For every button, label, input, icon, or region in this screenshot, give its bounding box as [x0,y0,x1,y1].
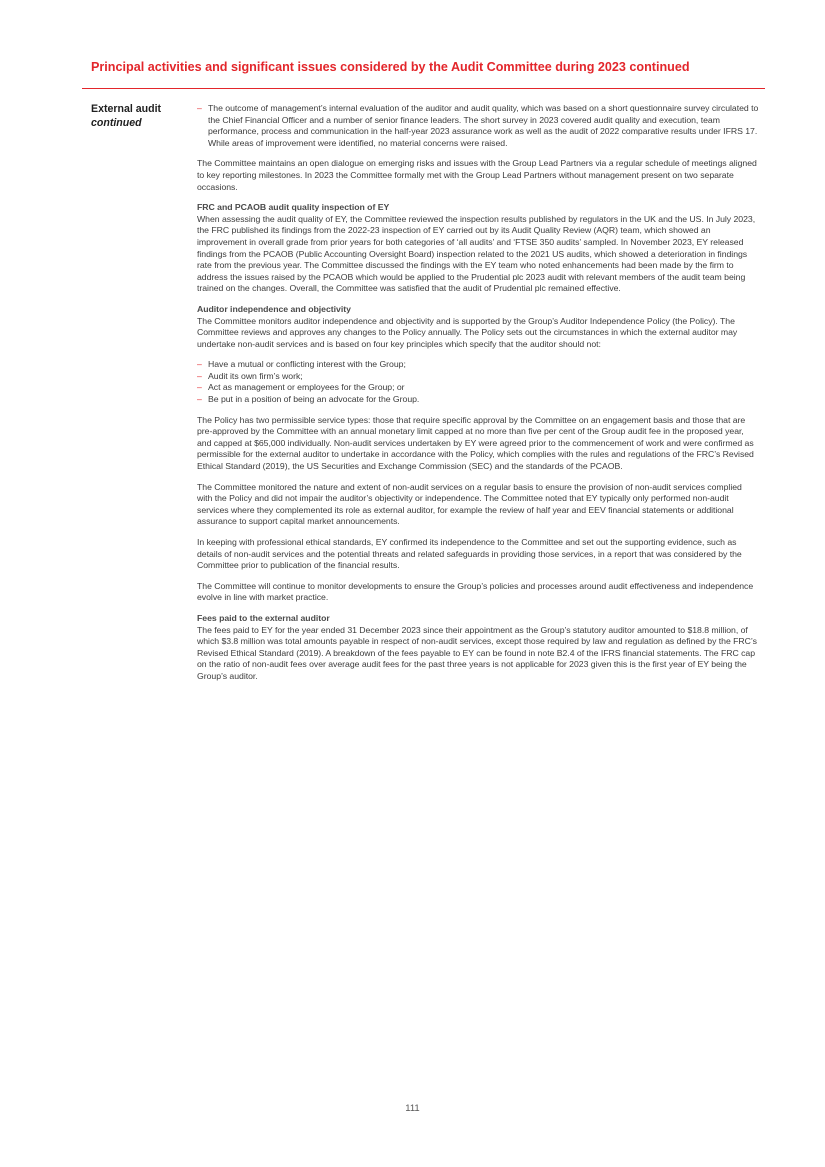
section-label [91,103,183,130]
intro-item-text: The outcome of management’s internal evaluation of the auditor and audit quality, which was based on a short questionnaire survey circulated to the Chief Financial Officer and a number of senior finance leaders. The short survey in 2023 covered audit quality and execution, team performance, process and communication in the half-year 2023 assurance work as well as the audit of 2022 comparative results under IFRS 17. While areas of improvement were identified, no material concerns were raised. [208,103,759,148]
title-divider [82,88,765,89]
paragraph-dialogue: The Committee maintains an open dialogue on emerging risks and issues with the Group Lead Partners via a regular schedule of meetings aligned to key reporting milestones. In 2023 the Committee formally met with the Group Lead Partners without management present on two separate occasions. [197,158,757,192]
heading-independence: Auditor independence and objectivity [197,303,351,314]
paragraph-monitored: The Committee monitored the nature and extent of non-audit services on a regular basis to ensure the provision of non-audit services complied with the Policy and did not impair the auditor’s objectivity or independence. The Committee noted that EY typically only performed non-audit services where they complemented its role as external auditor, for example the review of half year and EEV financial statements or additional assurance to support capital market announcements. [197,481,742,527]
dash-bullet-icon: – [197,103,202,113]
list-item: – Be put in a position of being an advocate for the Group. [197,394,759,406]
paragraph-fees: The fees paid to EY for the year ended 31 December 2023 since their appointment as the Group’s statutory auditor amounted to $18.8 million, of which $3.8 million was total amounts payable in respect of non-audit services, except those required by law and regulation as defined by the FRC’s Revised Ethical Standard (2019). A breakdown of the fees payable to EY can be found in note B2.4 of the IFRS financial statements. The FRC cap on the ratio of non-audit fees over average audit fees for the past three years is not applicable for 2023 given this is the first year of EY being the Group’s auditor. [197,624,757,681]
paragraph-ethical: In keeping with professional ethical standards, EY confirmed its independence to the Committee and set out the supporting evidence, such as details of non-audit services and the potential threats and related safeguards in providing those services, in a report that was considered by the Committee prior to publication of the financial results. [197,537,742,571]
section-label-title: External audit [91,103,162,115]
section-label-sublabel: continued [91,116,142,129]
paragraph-policy: The Policy has two permissible service types: those that require specific approval by the Committee on an engagement basis and those that are pre-approved by the Committee with an annual monetary limit capped at no more than five per cent of the Group audit fee in the proposed year, and capped at $65,000 individually. Non-audit services undertaken by EY were agreed prior to the commencement of work and were confirmed as permissible for the external auditor to undertake in accordance with the Policy, which complies with the rules and regulations of the FRC’s Revised Ethical Standard (2019), the US Securities and Exchange Commission (SEC) and the standards of the PCAOB. [197,414,754,472]
principles-list [197,359,759,405]
heading-frc-pcaob: FRC and PCAOB audit quality inspection of EY [197,202,390,213]
paragraph-independence: The Committee monitors auditor independence and objectivity and is supported by the Group’s Auditor Independence Policy (the Policy). The Committee reviews and approves any changes to the Policy annually. The Policy sets out the circumstances in which the external auditor may undertake non-audit services and is based on four key principles which specify that the auditor should not: [197,315,738,349]
list-item: – Act as management or employees for the Group; or [197,382,759,394]
page-title: Principal activities and significant issues considered by the Audit Committee during 2023 continued [91,60,690,74]
intro-list-item [197,103,759,149]
list-item: – Audit its own firm’s work; [197,371,759,383]
page-number: 111 [405,1103,420,1114]
list-item: – Have a mutual or conflicting interest with the Group; [197,359,759,371]
paragraph-frc-pcaob: When assessing the audit quality of EY, the Committee reviewed the inspection results published by regulators in the UK and the US. In July 2023, the FRC published its findings from the 2022-23 inspection of EY carried out by its Audit Quality Review (AQR) team, which showed an improvement in overall grade from prior years for both categories of ‘all audits’ and ‘FTSE 350 audits’ sampled. In November 2023, EY released findings from the PCAOB (Public Accounting Oversight Board) inspection related to the 2021 US audits, which showed a deterioration in findings rate from the previous year. The Committee discussed the findings with the EY team who noted enhancements had been made by the firm to address the issues raised by the PCAOB which would be applied to the Prudential plc 2023 audit with relevant members of the audit team being trained on the changes. Overall, the Committee was satisfied that the audit of Prudential plc remained effective. [197,213,756,294]
body-content [197,103,759,692]
heading-fees: Fees paid to the external auditor [197,612,330,623]
paragraph-continue: The Committee will continue to monitor developments to ensure the Group’s policies and processes around audit effectiveness and independence evolve in line with market practice. [197,580,754,603]
